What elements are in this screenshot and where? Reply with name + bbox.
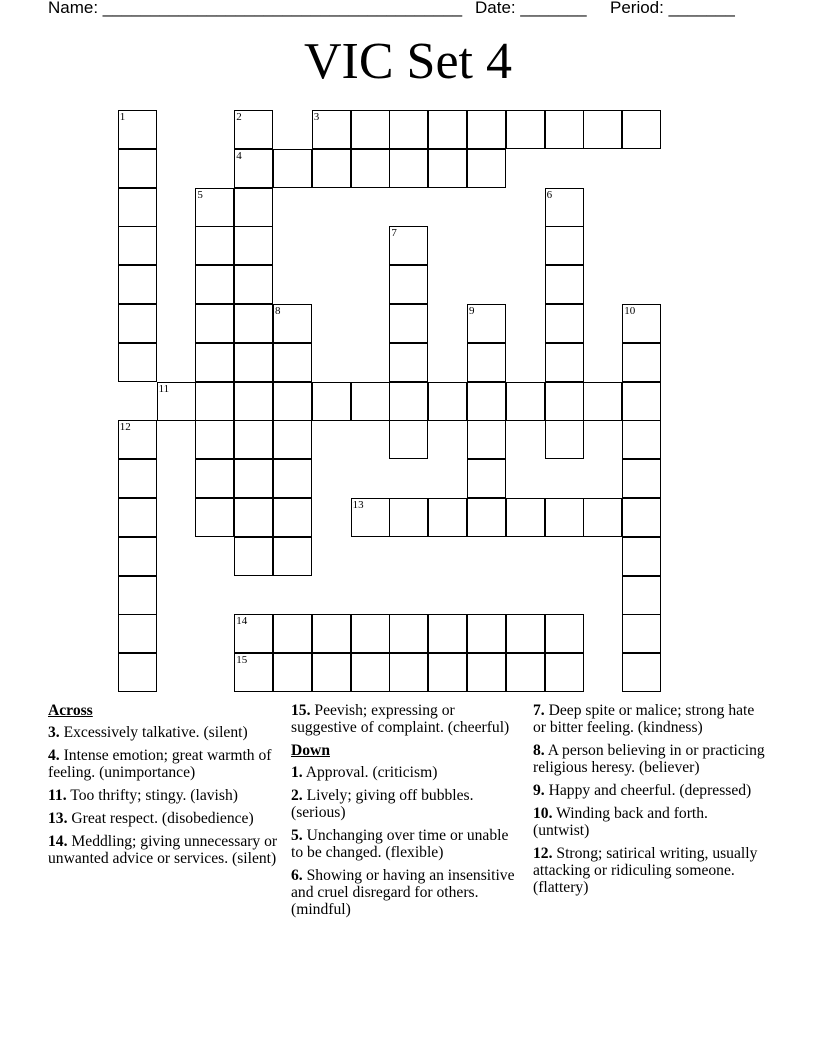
- grid-cell[interactable]: [351, 110, 390, 149]
- clue-number-label: 2: [236, 111, 242, 123]
- grid-cell[interactable]: [273, 537, 312, 576]
- clue-down-10: [533, 805, 765, 839]
- grid-cell[interactable]: [195, 498, 234, 537]
- clue-number-label: 5: [197, 188, 203, 201]
- grid-cell[interactable]: [234, 304, 273, 343]
- clue-text: Great respect. (disobedience): [71, 810, 254, 827]
- grid-cell[interactable]: [234, 653, 273, 692]
- grid-cell[interactable]: [545, 614, 584, 653]
- grid-cell[interactable]: [234, 537, 273, 576]
- grid-cell[interactable]: [506, 498, 545, 537]
- grid-cell[interactable]: [273, 149, 312, 188]
- grid-cell[interactable]: [622, 343, 661, 382]
- clue-text: A person believing in or practicing religious heresy. (believer): [533, 742, 765, 776]
- clue-number-label: 6: [546, 188, 553, 201]
- clue-number-label: 3: [313, 111, 320, 123]
- clue-down-5: [291, 827, 523, 861]
- clue-number: 9.: [533, 782, 545, 799]
- clue-down-9: [533, 782, 765, 799]
- grid-cell[interactable]: [312, 382, 351, 421]
- grid-cell[interactable]: [118, 304, 157, 343]
- clue-number-label: 13: [352, 499, 364, 511]
- clue-number-label: 8: [275, 305, 281, 317]
- grid-cell[interactable]: [234, 459, 273, 498]
- grid-cell[interactable]: [118, 498, 157, 537]
- clue-down-2: [291, 787, 523, 821]
- clue-text: Lively; giving off bubbles. (serious): [291, 787, 474, 821]
- grid-cell[interactable]: [389, 110, 428, 149]
- clue-text: Strong; satirical writing, usually attacking or ridiculing someone. (flattery): [533, 845, 758, 896]
- grid-cell[interactable]: [118, 614, 157, 653]
- clue-across-14: [48, 833, 284, 867]
- grid-cell[interactable]: [428, 653, 467, 692]
- clue-text: Happy and cheerful. (depressed): [548, 782, 752, 799]
- grid-cell[interactable]: [351, 614, 390, 653]
- grid-cell[interactable]: [273, 382, 312, 421]
- clue-down-12: [533, 845, 765, 896]
- clue-number-label: 12: [119, 421, 131, 434]
- grid-cell[interactable]: [234, 226, 273, 265]
- grid-cell[interactable]: [195, 188, 234, 227]
- grid-cell[interactable]: [195, 420, 234, 459]
- grid-cell[interactable]: [351, 498, 390, 537]
- grid-cell[interactable]: [312, 614, 351, 653]
- clue-text: Showing or having an insensitive and cruel disregard for others. (mindful): [291, 867, 515, 918]
- grid-cell[interactable]: [118, 110, 157, 149]
- grid-cell[interactable]: [545, 265, 584, 304]
- clue-down-7: [533, 702, 765, 736]
- grid-cell[interactable]: [545, 498, 584, 537]
- grid-cell[interactable]: [467, 110, 506, 149]
- clue-text: Unchanging over time or unable to be changed. (flexible): [291, 827, 509, 861]
- grid-cell[interactable]: [273, 343, 312, 382]
- grid-cell[interactable]: [118, 537, 157, 576]
- grid-cell[interactable]: [118, 576, 157, 615]
- grid-cell[interactable]: [118, 653, 157, 692]
- grid-cell[interactable]: [118, 149, 157, 188]
- grid-cell[interactable]: [118, 226, 157, 265]
- grid-cell[interactable]: [312, 110, 351, 149]
- clue-across-11: [48, 787, 284, 804]
- clue-text: Winding back and forth. (untwist): [533, 805, 708, 839]
- grid-cell[interactable]: [506, 614, 545, 653]
- date-field[interactable]: Date: _______: [475, 0, 587, 17]
- grid-cell[interactable]: [118, 188, 157, 227]
- grid-cell[interactable]: [273, 420, 312, 459]
- clue-number-label: 7: [391, 227, 397, 240]
- grid-cell[interactable]: [389, 614, 428, 653]
- clue-number: 5.: [291, 827, 303, 844]
- grid-cell[interactable]: [389, 420, 428, 459]
- grid-cell[interactable]: [389, 304, 428, 343]
- grid-cell[interactable]: [467, 614, 506, 653]
- grid-cell[interactable]: [428, 498, 467, 537]
- grid-cell[interactable]: [351, 149, 390, 188]
- grid-cell[interactable]: [389, 382, 428, 421]
- grid-cell[interactable]: [273, 653, 312, 692]
- grid-cell[interactable]: [428, 614, 467, 653]
- grid-cell[interactable]: [273, 614, 312, 653]
- clue-across-4: [48, 747, 284, 781]
- clue-number-label: 15: [236, 654, 248, 667]
- clue-down-6: [291, 867, 523, 918]
- clue-number-label: 10: [624, 305, 636, 317]
- clue-text: Meddling; giving unnecessary or unwanted advice or services. (silent): [48, 833, 278, 867]
- grid-cell[interactable]: [467, 343, 506, 382]
- grid-cell[interactable]: [351, 382, 390, 421]
- grid-cell[interactable]: [622, 304, 661, 343]
- grid-cell[interactable]: [545, 420, 584, 459]
- clue-down-1: [291, 764, 523, 781]
- grid-cell[interactable]: [234, 614, 273, 653]
- clue-text: Intense emotion; great warmth of feeling. (unimportance): [48, 747, 272, 781]
- clue-number: 8.: [533, 742, 545, 759]
- grid-cell[interactable]: [545, 343, 584, 382]
- grid-cell[interactable]: [195, 304, 234, 343]
- clue-column-1: [48, 702, 284, 873]
- grid-cell[interactable]: [467, 149, 506, 188]
- period-field[interactable]: Period: _______: [610, 0, 735, 17]
- grid-cell[interactable]: [118, 459, 157, 498]
- grid-cell[interactable]: [195, 265, 234, 304]
- clue-across-15: [291, 702, 523, 736]
- clue-number: 15.: [291, 702, 311, 719]
- grid-cell[interactable]: [157, 382, 196, 421]
- grid-cell[interactable]: [389, 265, 428, 304]
- clue-text: Excessively talkative. (silent): [63, 724, 248, 741]
- clue-across-3: [48, 724, 284, 741]
- grid-cell[interactable]: [118, 420, 157, 459]
- grid-cell[interactable]: [234, 265, 273, 304]
- grid-cell[interactable]: [195, 343, 234, 382]
- clue-number: 14.: [48, 833, 68, 850]
- grid-cell[interactable]: [273, 498, 312, 537]
- grid-cell[interactable]: [622, 498, 661, 537]
- clue-number: 4.: [48, 747, 60, 764]
- grid-cell[interactable]: [234, 382, 273, 421]
- grid-cell[interactable]: [583, 382, 622, 421]
- grid-cell[interactable]: [622, 537, 661, 576]
- grid-cell[interactable]: [545, 382, 584, 421]
- clue-number: 11.: [48, 787, 67, 804]
- clue-number-label: 4: [236, 149, 242, 162]
- clue-number-label: 11: [158, 382, 170, 395]
- grid-cell[interactable]: [234, 420, 273, 459]
- grid-cell[interactable]: [622, 382, 661, 421]
- grid-cell[interactable]: [351, 653, 390, 692]
- grid-cell[interactable]: [467, 382, 506, 421]
- grid-cell[interactable]: [545, 226, 584, 265]
- grid-cell[interactable]: [622, 110, 661, 149]
- grid-cell[interactable]: [389, 343, 428, 382]
- clue-down-8: [533, 742, 765, 776]
- clue-number: 1.: [291, 764, 303, 781]
- page-title: VIC Set 4: [304, 33, 512, 90]
- grid-cell[interactable]: [622, 576, 661, 615]
- grid-cell[interactable]: [467, 304, 506, 343]
- clue-number-label: 9: [469, 305, 475, 317]
- clue-number: 3.: [48, 724, 60, 741]
- down-heading: Down: [291, 742, 330, 759]
- grid-cell[interactable]: [583, 498, 622, 537]
- grid-cell[interactable]: [312, 149, 351, 188]
- clue-column-2: [291, 702, 523, 924]
- clue-number: 10.: [533, 805, 553, 822]
- clue-column-3: [533, 702, 765, 902]
- clue-number: 2.: [291, 787, 303, 804]
- grid-cell[interactable]: [195, 226, 234, 265]
- grid-cell[interactable]: [622, 653, 661, 692]
- grid-cell[interactable]: [545, 304, 584, 343]
- grid-cell[interactable]: [545, 110, 584, 149]
- grid-cell[interactable]: [234, 149, 273, 188]
- grid-cell[interactable]: [428, 382, 467, 421]
- grid-cell[interactable]: [506, 653, 545, 692]
- grid-cell[interactable]: [583, 110, 622, 149]
- grid-cell[interactable]: [545, 188, 584, 227]
- name-field[interactable]: Name: ______________________________________: [48, 0, 463, 17]
- clue-text: Approval. (criticism): [305, 764, 438, 781]
- clue-text: Too thrifty; stingy. (lavish): [70, 787, 238, 804]
- grid-cell[interactable]: [389, 226, 428, 265]
- grid-cell[interactable]: [467, 498, 506, 537]
- grid-cell[interactable]: [622, 614, 661, 653]
- clue-text: Peevish; expressing or suggestive of complaint. (cheerful): [291, 702, 510, 736]
- clue-number: 12.: [533, 845, 553, 862]
- grid-cell[interactable]: [428, 110, 467, 149]
- grid-cell[interactable]: [234, 343, 273, 382]
- grid-cell[interactable]: [118, 343, 157, 382]
- clue-across-13: [48, 810, 284, 827]
- grid-cell[interactable]: [622, 420, 661, 459]
- grid-cell[interactable]: [118, 265, 157, 304]
- grid-cell[interactable]: [506, 110, 545, 149]
- clue-number: 13.: [48, 810, 68, 827]
- grid-cell[interactable]: [273, 304, 312, 343]
- clue-number-label: 14: [236, 615, 248, 628]
- grid-cell[interactable]: [545, 653, 584, 692]
- grid-cell[interactable]: [234, 498, 273, 537]
- grid-cell[interactable]: [389, 498, 428, 537]
- grid-cell[interactable]: [467, 459, 506, 498]
- grid-cell[interactable]: [234, 110, 273, 149]
- grid-cell[interactable]: [312, 653, 351, 692]
- clue-number: 6.: [291, 867, 303, 884]
- grid-cell[interactable]: [389, 653, 428, 692]
- clue-number: 7.: [533, 702, 545, 719]
- grid-cell[interactable]: [195, 459, 234, 498]
- grid-cell[interactable]: [195, 382, 234, 421]
- grid-cell[interactable]: [467, 420, 506, 459]
- grid-cell[interactable]: [506, 382, 545, 421]
- grid-cell[interactable]: [467, 653, 506, 692]
- grid-cell[interactable]: [622, 459, 661, 498]
- grid-cell[interactable]: [428, 149, 467, 188]
- clue-number-label: 1: [119, 111, 126, 123]
- across-heading: Across: [48, 702, 93, 719]
- grid-cell[interactable]: [234, 188, 273, 227]
- grid-cell[interactable]: [273, 459, 312, 498]
- clue-text: Deep spite or malice; strong hate or bitter feeling. (kindness): [533, 702, 755, 736]
- grid-cell[interactable]: [389, 149, 428, 188]
